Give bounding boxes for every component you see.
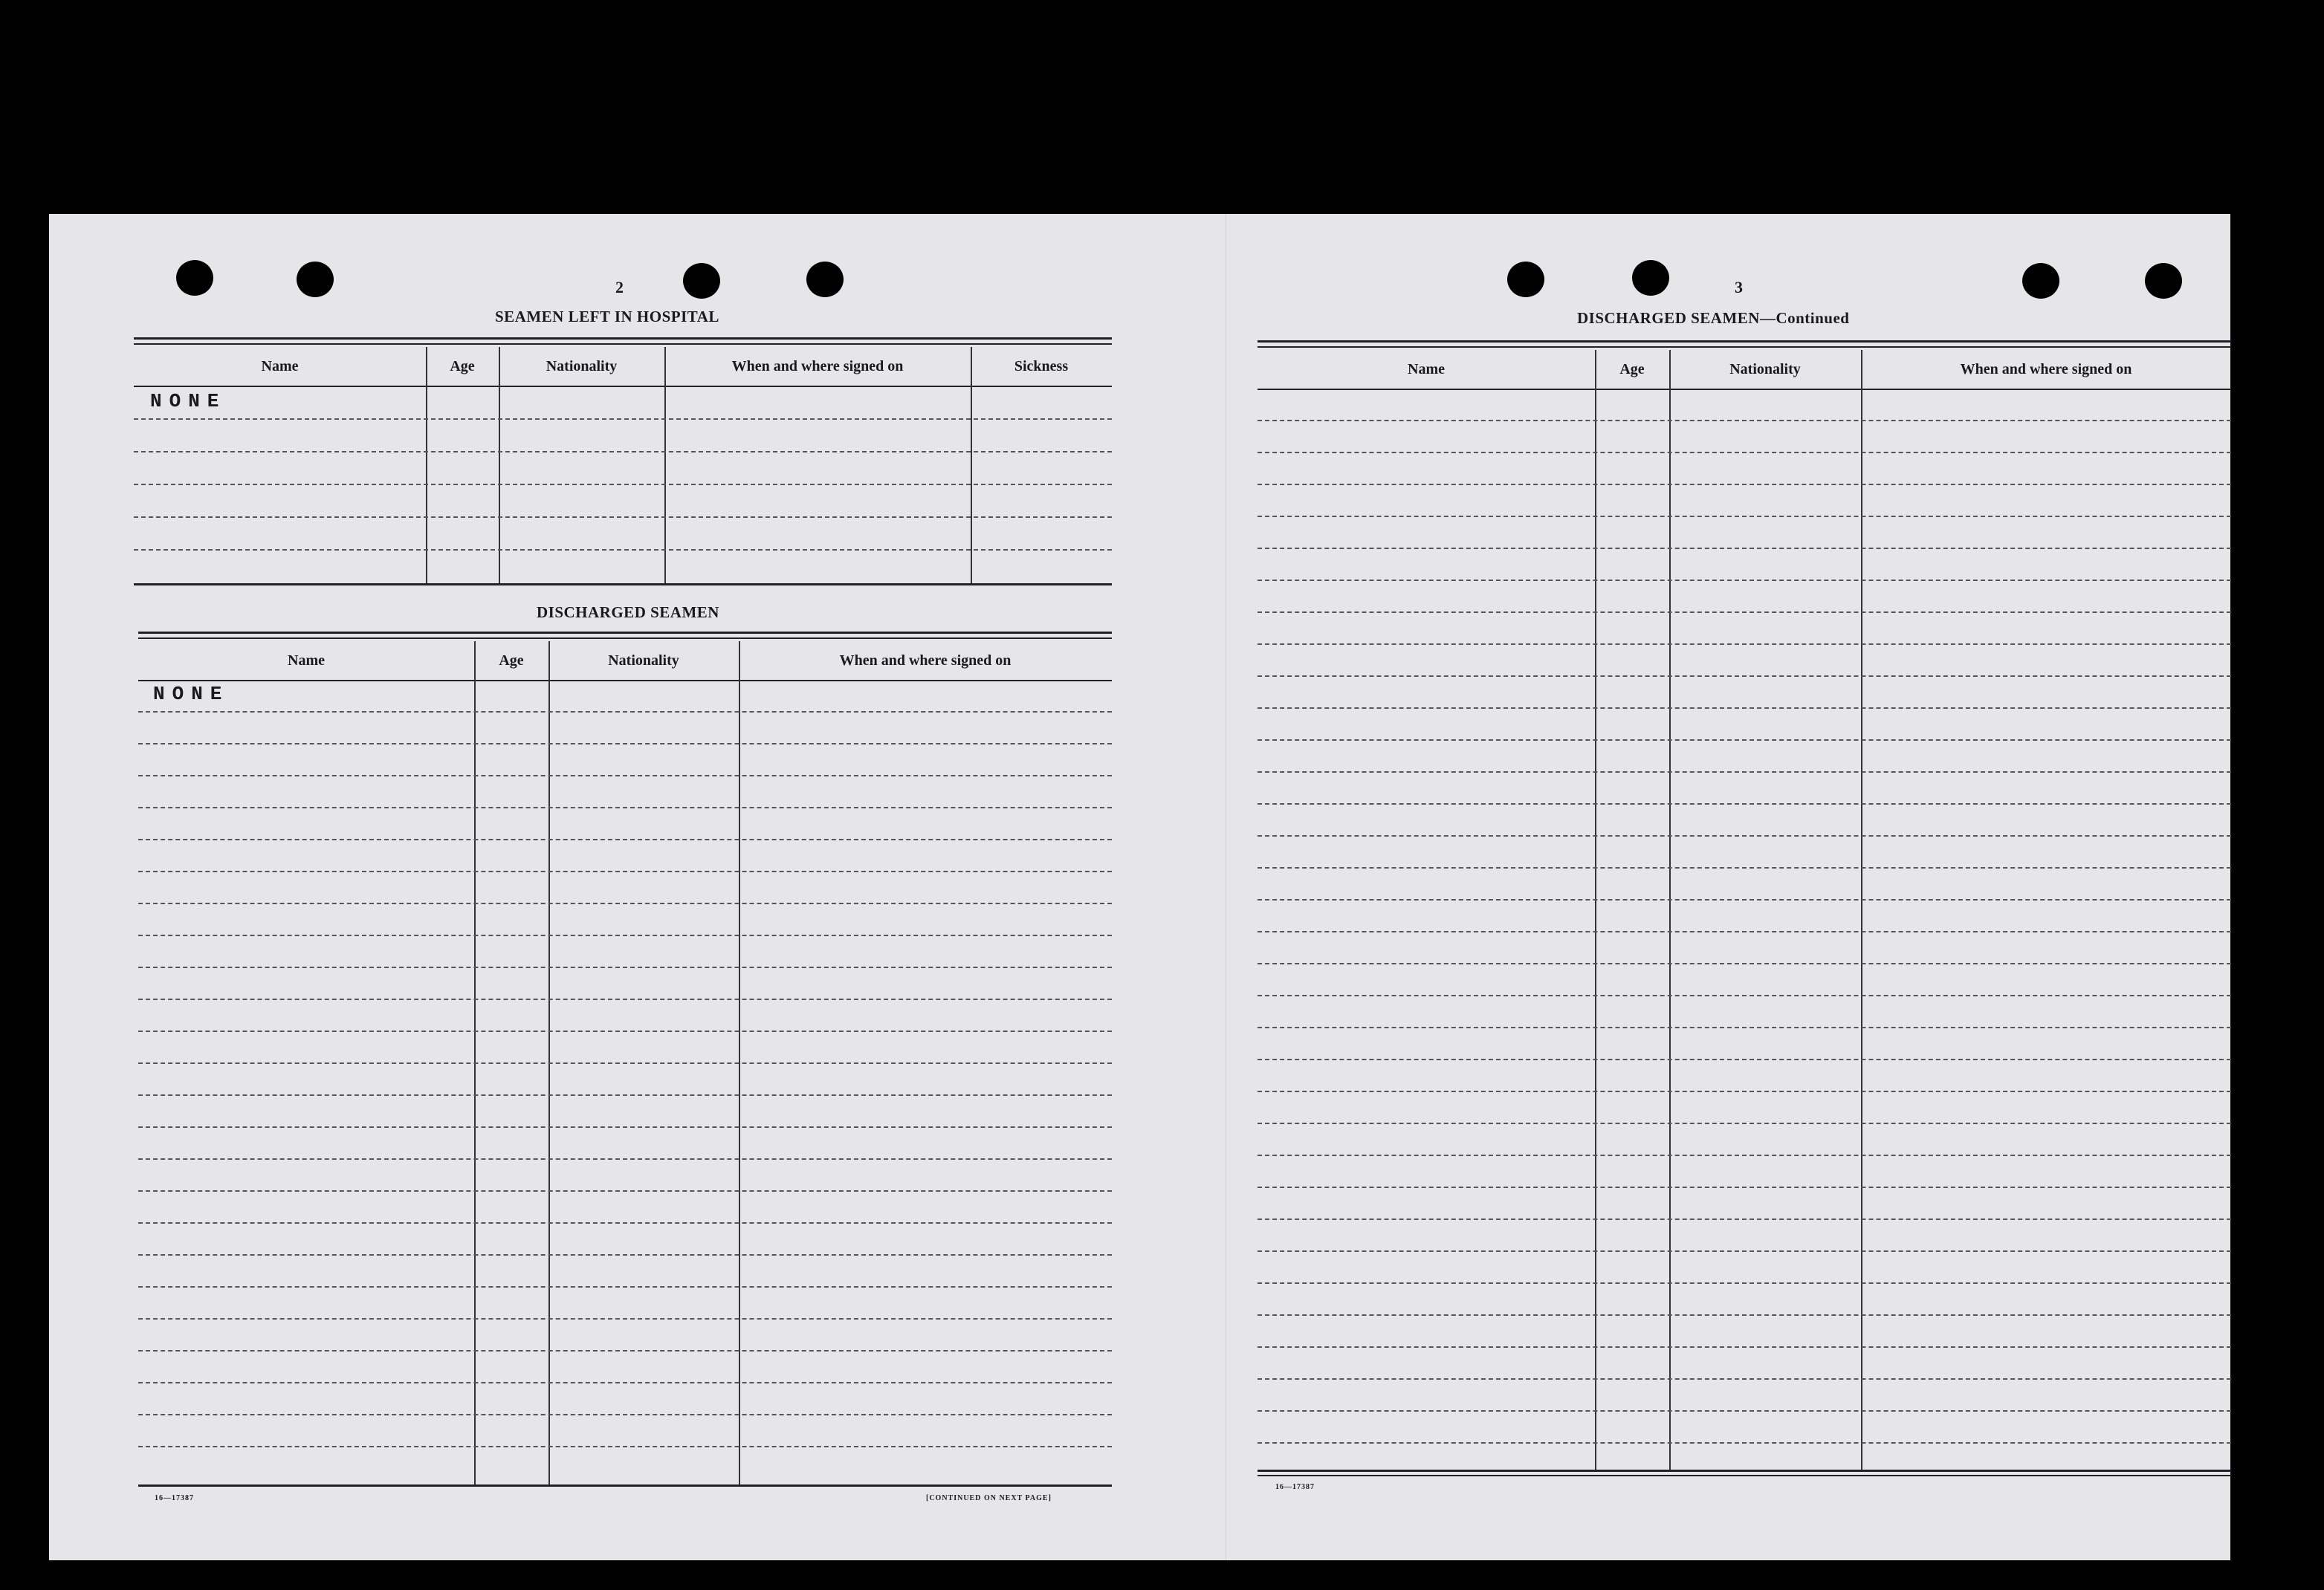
punch-hole bbox=[2145, 263, 2182, 299]
form-number-left: 16—17387 bbox=[155, 1494, 194, 1502]
col-header-age: Age bbox=[1619, 360, 1645, 377]
punch-hole bbox=[806, 262, 844, 297]
col-header-name: Name bbox=[261, 357, 299, 374]
hospital-section-title: SEAMEN LEFT IN HOSPITAL bbox=[495, 308, 719, 325]
discharged-continued-title-main: DISCHARGED SEAMEN bbox=[1577, 309, 1760, 327]
punch-hole bbox=[297, 262, 334, 297]
col-header-signed-on: When and where signed on bbox=[731, 357, 904, 374]
col-header-age: Age bbox=[499, 652, 524, 669]
page-number-right: 3 bbox=[1735, 278, 1743, 296]
col-header-nationality: Nationality bbox=[546, 357, 618, 374]
bottom-rule-right bbox=[1258, 1470, 2231, 1472]
col-header-nationality: Nationality bbox=[608, 652, 679, 669]
discharged-table-left bbox=[138, 632, 1112, 1487]
discharged-continued-title-suffix: —Continued bbox=[1759, 309, 1850, 327]
page-number-left: 2 bbox=[615, 278, 624, 296]
discharged-continued-title bbox=[1577, 309, 1849, 328]
form-sheet bbox=[49, 214, 2230, 1560]
col-header-name: Name bbox=[288, 652, 325, 669]
punch-hole bbox=[176, 260, 213, 296]
col-header-signed-on: When and where signed on bbox=[1960, 360, 2132, 377]
discharged-section-title: DISCHARGED SEAMEN bbox=[537, 603, 719, 621]
punch-hole bbox=[1632, 260, 1669, 296]
col-header-sickness: Sickness bbox=[1014, 357, 1069, 374]
punch-hole bbox=[2022, 263, 2059, 299]
form-number-right: 16—17387 bbox=[1275, 1483, 1315, 1491]
discharged-table-right bbox=[1258, 340, 2231, 1472]
punch-hole bbox=[683, 263, 720, 299]
bottom-rule-right-2 bbox=[1258, 1475, 2231, 1476]
col-header-age: Age bbox=[450, 357, 475, 374]
punch-hole bbox=[1507, 262, 1544, 297]
bottom-rule-left bbox=[138, 1484, 1112, 1487]
continued-note: [CONTINUED ON NEXT PAGE] bbox=[926, 1494, 1052, 1502]
discharged-entry-none: NONE bbox=[153, 683, 230, 705]
hospital-table bbox=[134, 337, 1112, 585]
hospital-entry-none: NONE bbox=[150, 390, 227, 412]
col-header-signed-on: When and where signed on bbox=[839, 652, 1012, 669]
col-header-nationality: Nationality bbox=[1729, 360, 1801, 377]
col-header-name: Name bbox=[1408, 360, 1445, 377]
